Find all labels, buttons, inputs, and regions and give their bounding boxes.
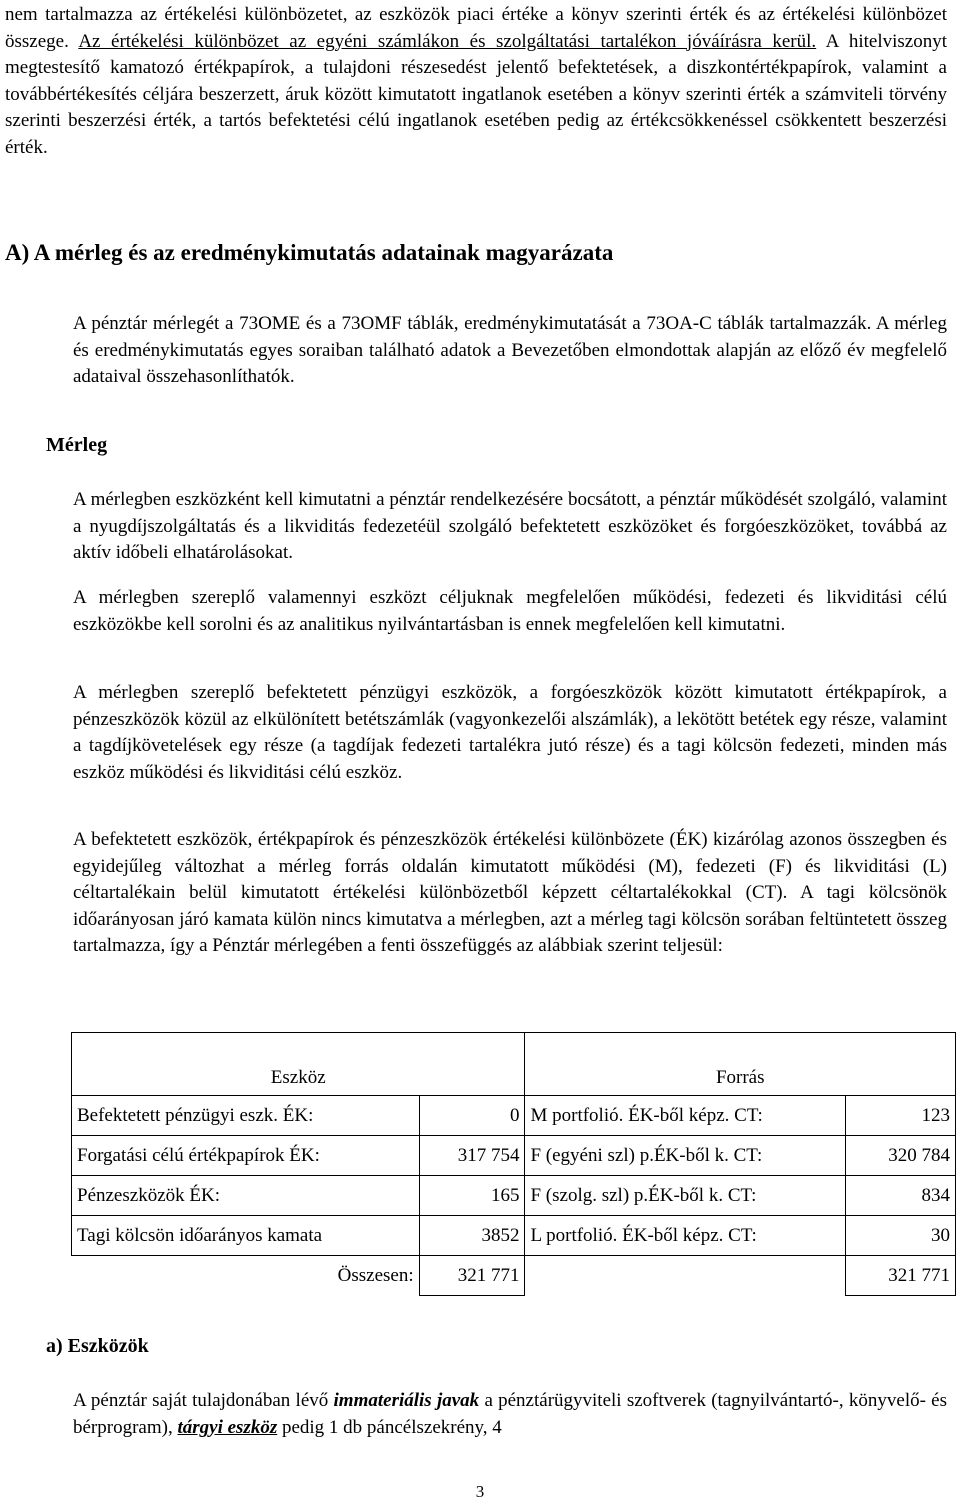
- merleg-heading: Mérleg: [46, 434, 108, 456]
- table-row: [72, 1096, 956, 1136]
- intro-text-b: A hitelviszonyt megtestesítő kamatozó értékpapírok, a tulajdoni részesedést jelentő befektetések, a diszkontértékpapírok, valamint a továbbértékesítés céljára beszerzett, áruk között kimutatott ingatlanok esetében a könyv szerinti érték a számviteli törvény szerinti beszerzési érték, a tartós befektetési célú ingatlanok esetében pedig az értékcsökkenéssel csökkentett beszerzési érték.: [5, 30, 948, 158]
- balance-table: [71, 1032, 956, 1296]
- table-header-row: [72, 1033, 956, 1096]
- total-source-value: 321 771: [846, 1256, 956, 1296]
- merleg-paragraph-3: A mérlegben szereplő befektetett pénzügyi eszközök, a forgóeszközök között kimutatott értékpapírok, a pénzeszközök közül az elkülönített betétszámlák (vagyonkezelői alszámlák), a lekötött betétek egy része, valamint a tagdíjkövetelések egy része (a tagdíjak fedezeti tartalékra jutó része) és a tagi kölcsön fedezeti, minden más eszköz működési és likviditási célú eszköz.: [73, 682, 947, 783]
- intro-underlined-text: Az értékelési különbözet az egyéni számlákon és szolgáltatási tartalékon jóváírásra kerül.: [78, 30, 817, 52]
- section-a-heading: A) A mérleg és az eredménykimutatás adatainak magyarázata: [5, 240, 614, 265]
- merleg-paragraph-2: A mérlegben szereplő valamennyi eszközt céljuknak megfelelően működési, fedezeti és likviditási célú eszközökbe kell sorolni és az analitikus nyilvántartásban is ennek megfelelően kell kimutatni.: [73, 587, 947, 635]
- source-value: 320 784: [846, 1136, 956, 1176]
- source-label: F (szolg. szl) p.ÉK-ből k. CT:: [525, 1176, 846, 1216]
- eszkozok-text-2: a pénztárügyviteli szoftverek (tagnyilvántartó-, könyvelő- és bérprogram),: [73, 1390, 948, 1438]
- asset-value: 3852: [419, 1216, 525, 1256]
- source-label: F (egyéni szl) p.ÉK-ből k. CT:: [525, 1136, 846, 1176]
- asset-value: 165: [419, 1176, 525, 1216]
- asset-value: 0: [419, 1096, 525, 1136]
- source-value: 123: [846, 1096, 956, 1136]
- source-value: 834: [846, 1176, 956, 1216]
- asset-label: Tagi kölcsön időarányos kamata: [72, 1216, 420, 1256]
- asset-label: Befektetett pénzügyi eszk. ÉK:: [72, 1096, 420, 1136]
- asset-value: 317 754: [419, 1136, 525, 1176]
- eszkozok-paragraph: [73, 1388, 947, 1441]
- asset-label: Forgatási célú értékpapírok ÉK:: [72, 1136, 420, 1176]
- eszkozok-text-3: pedig 1 db páncélszekrény, 4: [281, 1416, 502, 1438]
- section-a-paragraph: A pénztár mérlegét a 73OME és a 73OMF táblák, eredménykimutatását a 73OA-C táblák tartalmazzák. A mérleg és eredménykimutatás egyes soraiban található adatok a Bevezetőben elmondottak alapján az előző év megfelelő adataival összehasonlíthatók.: [73, 313, 947, 387]
- source-value: 30: [846, 1216, 956, 1256]
- merleg-paragraph-4: A befektetett eszközök, értékpapírok és pénzeszközök értékelési különbözete (ÉK) kizárólag azonos összegben és egyidejűleg változhat a mérleg forrás oldalán kimutatott működési (M), fedezeti (F) és likviditási (L) céltartalékain belül kimutatott értékelési különbözetből képzett céltartalékokkal (CT). A tagi kölcsönök időarányosan járó kamata külön nincs kimutatva a mérlegben, azt a mérleg tagi kölcsön sorában feltüntetett összeg tartalmazza, így a Pénztár mérlegében a fenti összefüggés az alábbiak szerint teljesül:: [73, 829, 947, 956]
- table-header-forras: Forrás: [525, 1033, 956, 1096]
- table-row: [72, 1176, 956, 1216]
- total-spacer: [525, 1256, 846, 1296]
- table-row: [72, 1136, 956, 1176]
- page-number: 3: [475, 1482, 485, 1501]
- source-label: M portfolió. ÉK-ből képz. CT:: [525, 1096, 846, 1136]
- intro-text-a: nem tartalmazza az értékelési különbözetet, az eszközök piaci értéke a könyv szerinti érték és az értékelési különbözet összege.: [5, 4, 947, 52]
- source-label: L portfolió. ÉK-ből képz. CT:: [525, 1216, 846, 1256]
- merleg-paragraph-1: A mérlegben eszközként kell kimutatni a pénztár rendelkezésére bocsátott, a pénztár működését szolgáló, valamint a nyugdíjszolgáltatás és a likviditás fedezetéül szolgáló befektetett eszközöket és forgóeszközöket, továbbá az aktív időbeli elhatárolásokat.: [73, 489, 947, 563]
- immaterialis-javak-emphasis: immateriális javak: [333, 1390, 480, 1411]
- targyi-eszkoz-emphasis: tárgyi eszköz: [177, 1416, 278, 1438]
- table-header-eszkoz: Eszköz: [72, 1033, 525, 1096]
- eszkozok-heading: a) Eszközök: [46, 1335, 149, 1357]
- total-label: Összesen:: [72, 1256, 420, 1296]
- asset-label: Pénzeszközök ÉK:: [72, 1176, 420, 1216]
- table-total-row: [72, 1256, 956, 1296]
- table-row: [72, 1216, 956, 1256]
- eszkozok-text-1: A pénztár saját tulajdonában lévő: [73, 1390, 329, 1411]
- intro-paragraph: [5, 2, 947, 161]
- total-asset-value: 321 771: [419, 1256, 525, 1296]
